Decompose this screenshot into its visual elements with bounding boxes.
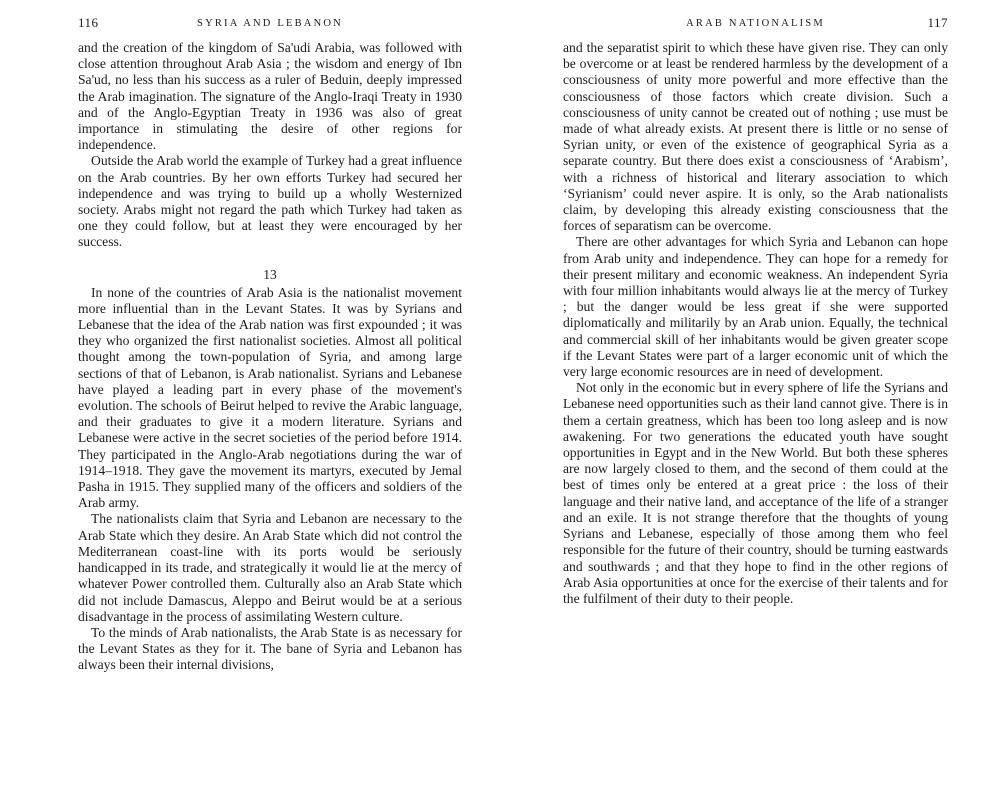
section-number: 13 [263,266,277,282]
paragraph: Not only in the economic but in every sphere of life the Syrians and Lebanese need opportunities such as their land cannot give. There is in them a certain greatness, which has been too long asleep and is now awakening. For two generations the educated youth have sought opportunities in Egypt and in the New World. But both these spheres are now largely closed to them, and the second of them could at the best of times only be entered at a great price : the loss of their language and their native land, and acceptance of the life of a stranger and an exile. It is not strange therefore that the thoughts of young Syrians and Lebanese, especially of those among them who feel responsible for the future of their country, should be turning eastwards and southwards ; and that they hope to find in the other regions of Arab Asia opportunities at once for the exercise of their talents and for the fulfilment of their duty to their people. [563,380,948,606]
right-running-head [563,15,948,40]
paragraph: To the minds of Arab nationalists, the Arab State is as necessary for the Levant States as they for it. The bane of Syria and Lebanon has always been their internal divisions, [78,624,462,673]
left-running-head [78,15,462,40]
left-page-number: 116 [78,15,99,30]
right-page [563,0,948,607]
paragraph: There are other advantages for which Syria and Lebanon can hope from Arab unity and independence. They can hope for a remedy for their present military and economic weakness. An independent Syria with four million inhabitants would always lie at the mercy of Turkey ; but the danger would be less great if she were supported diplomatically and militarily by an Arab union. Equally, the technical and commercial skill of her inhabitants would be given greater scope if the Levant States were part of a larger economic unit of which the very large economic resources are in need of development. [563,234,948,380]
right-running-title: ARAB NATIONALISM [686,18,825,29]
left-page-body [78,40,462,674]
paragraph: In none of the countries of Arab Asia is the nationalist movement more influential than in the Levant States. It was by Syrians and Lebanese that the idea of the Arab nation was first expounded ; it was they who organized the first nationalist societies. Almost all political thought among the town-population of Syria, and among large sections of that of Lebanon, is Arab nationalist. Syrians and Lebanese have played a leading part in every phase of the movement's evolution. The schools of Beirut helped to revive the Arabic language, and their graduates to give it a modern literature. Syrians and Lebanese were active in the secret societies of the period before 1914. They participated in the Anglo-Arab negotiations during the war of 1914–1918. They gave the movement its martyrs, executed by Jemal Pasha in 1915. They supplied many of the officers and soldiers of the Arab army. [78,284,462,511]
right-page-body [563,40,948,607]
paragraph-continued: and the separatist spirit to which these have given rise. They can only be overcome or at least be rendered harmless by the development of a consciousness of unity more powerful and more effective than the consciousness of those factors which create division. Such a consciousness of unity cannot be created out of nothing ; use must be made of what already exists. At present there is little or no sense of Syrian unity, or even of the existence of geographical Syria as a separate country. But there does exist a consciousness of ‘Arabism’, with a richness of historical and literary association to which ‘Syrianism’ could never aspire. It is only, so the Arab nationalists claim, by developing this already existing consciousness that the forces of separatism can be overcome. [563,40,948,234]
left-page [78,0,462,674]
paragraph-continued: and the creation of the kingdom of Sa'udi Arabia, was followed with close attention throughout Arab Asia ; the wisdom and energy of Ibn Sa'ud, no less than his success as a ruler of Beduin, deeply impressed the Arab imagination. The signature of the Anglo-Iraqi Treaty in 1930 and of the Anglo-Egyptian Treaty in 1936 was also of great importance in stimulating the desire of other regions for independence. [78,40,462,153]
right-page-number: 117 [927,15,948,30]
paragraph: The nationalists claim that Syria and Lebanon are necessary to the Arab State which they desire. An Arab State which did not control the Mediterranean coast-line with its ports would be seriously handicapped in its trade, and strategically it would lie at the mercy of whatever Power controlled them. Culturally also an Arab State which did not include Damascus, Aleppo and Beirut would be at a serious disadvantage in the process of assimilating Western culture. [78,511,462,624]
left-running-title: SYRIA AND LEBANON [197,18,343,29]
paragraph: Outside the Arab world the example of Turkey had a great influence on the Arab countries. By her own efforts Turkey had secured her independence and was trying to build up a wholly Westernized society. Arabs might not regard the path which Turkey had taken as one they could follow, but at least they were encouraged by her success. [78,153,462,250]
